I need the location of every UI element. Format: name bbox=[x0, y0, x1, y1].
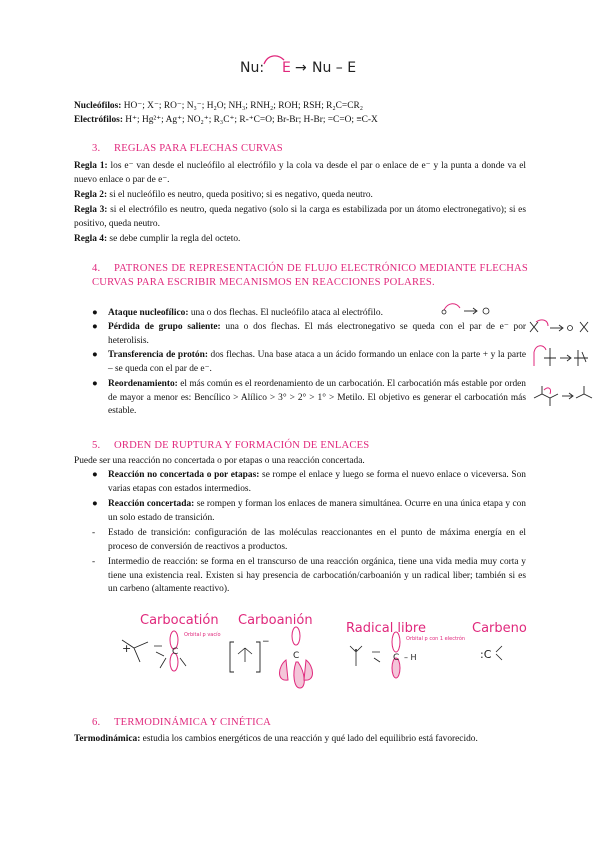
rule-2 bbox=[74, 189, 526, 203]
rule-3-text: si el electrófilo es neutro, queda negativo (solo si la carga es estabilizada por un átomo electronegativo); si es positivo, queda neutro. bbox=[74, 205, 526, 229]
reordenamiento-sketch bbox=[532, 384, 596, 410]
termodinamica-paragraph bbox=[74, 733, 526, 747]
section-5-heading bbox=[92, 439, 528, 453]
bullet-dot-icon: ● bbox=[92, 470, 98, 480]
svg-text:C: C bbox=[172, 647, 179, 657]
sketch-arrow: → bbox=[295, 60, 307, 76]
carbene-drawing bbox=[480, 646, 502, 661]
sketch-nu-e-right: Nu – E bbox=[312, 60, 357, 76]
sketch-nu-left: Nu: bbox=[240, 60, 265, 76]
intermediates-sketch bbox=[110, 606, 530, 706]
rule-3 bbox=[74, 204, 526, 231]
reordenamiento-text: el más común es el reordenamiento de un carbocatión. El carbocatión más estable por orden de mayor a menor es: Bencílico > Alílico > 3° > 2° > 1° > Metilo. El objetivo es generar el carbocatión más estable. bbox=[108, 379, 526, 417]
estado-transicion-text: Estado de transición: configuración de las moléculas reaccionantes en el punto de máxima energía en el proceso de conversión de reactivos a productos. bbox=[108, 528, 526, 552]
section-5-number: 5. bbox=[92, 440, 101, 451]
nucleofilos-line bbox=[74, 100, 526, 114]
svg-text:C: C bbox=[293, 651, 300, 661]
nucleofilos-label: Nucleófilos: bbox=[74, 101, 122, 111]
nucleophile-electrophile-sketch bbox=[238, 52, 362, 78]
rule-1 bbox=[74, 160, 526, 187]
dash-estado-transicion bbox=[92, 527, 526, 554]
bullet-dot-icon: ● bbox=[92, 308, 98, 318]
svg-text:C: C bbox=[393, 653, 400, 663]
radical-note: Orbital p con 1 electrón bbox=[406, 636, 466, 642]
saliente-sketch bbox=[528, 318, 596, 336]
carbene-label: Carbeno bbox=[472, 621, 527, 636]
proton-text: dos flechas. Una base ataca a un ácido formando un enlace con la parte + y la parte – se queda con el par de e⁻. bbox=[108, 350, 526, 374]
rule-2-label: Regla 2: bbox=[74, 190, 108, 200]
rule-1-text: los e⁻ van desde el nucleófilo al electrófilo y la cola va desde el par o enlace de e⁻ y la punta a donde va el nuevo enlace o par de e⁻. bbox=[74, 161, 526, 185]
bullet-dot-icon: ● bbox=[92, 499, 98, 509]
bullet-dot-icon: ● bbox=[92, 350, 98, 360]
sketch-e-middle: E bbox=[282, 60, 291, 76]
rule-4 bbox=[74, 233, 526, 247]
bullet-dot-icon: ● bbox=[92, 379, 98, 389]
section-3-number: 3. bbox=[92, 143, 101, 154]
bullet-grupo-saliente bbox=[92, 321, 526, 348]
radical-label: Radical libre bbox=[346, 621, 426, 636]
rule-3-label: Regla 3: bbox=[74, 205, 108, 215]
reordenamiento-label: Reordenamiento: bbox=[108, 379, 178, 389]
carbocation-label: Carbocatión bbox=[140, 613, 219, 628]
concertada-label: Reacción concertada: bbox=[108, 499, 195, 509]
electrofilos-label: Electrófilos: bbox=[74, 115, 123, 125]
dash-marker: - bbox=[92, 557, 96, 567]
radical-drawing bbox=[350, 632, 465, 678]
bullet-ataque-nucleofilico bbox=[92, 307, 440, 321]
no-concertada-text: se rompe el enlace y luego se forma el nuevo enlace o viceversa. Son varias etapas con estados intermedios. bbox=[108, 470, 526, 494]
bullet-dot-icon: ● bbox=[92, 322, 98, 332]
section-4-title: PATRONES DE REPRESENTACIÓN DE FLUJO ELECTRÓNICO MEDIANTE FLECHAS CURVAS PARA ESCRIBIR MECANISMOS EN REACCIONES POLARES. bbox=[92, 263, 528, 288]
dash-intermedio-reaccion bbox=[92, 556, 526, 597]
bullet-transferencia-proton bbox=[92, 349, 526, 376]
rule-4-label: Regla 4: bbox=[74, 234, 108, 244]
svg-text::C: :C bbox=[480, 648, 492, 661]
ataque-sketch bbox=[440, 300, 496, 318]
curved-arrow bbox=[264, 56, 284, 64]
intermedio-text: Intermedio de reacción: se forma en el transcurso de una reacción orgánica, tiene una vida media muy corta y tiene una existencia real. Existen si hay presencia de carbocatión/carboanión y un radical liber; también si es un carbeno (altamente reactivo). bbox=[108, 557, 526, 595]
section-4-heading bbox=[92, 262, 528, 290]
bullet-reordenamiento bbox=[92, 378, 526, 419]
bullet-concertada bbox=[92, 498, 526, 525]
rule-1-label: Regla 1: bbox=[74, 161, 108, 171]
svg-text:−: − bbox=[262, 637, 270, 647]
concertada-text: se rompen y forman los enlaces de manera simultánea. Ocurre en una única etapa y con un solo estado de transición. bbox=[108, 499, 526, 523]
svg-text:+: + bbox=[122, 642, 132, 655]
dash-marker: - bbox=[92, 528, 96, 538]
carbanion-drawing bbox=[230, 627, 313, 688]
electrofilos-line bbox=[74, 114, 526, 128]
bullet-no-concertada bbox=[92, 469, 526, 496]
termodinamica-label: Termodinámica: bbox=[74, 734, 141, 744]
section-5-title: ORDEN DE RUPTURA Y FORMACIÓN DE ENLACES bbox=[114, 440, 370, 451]
section-6-number: 6. bbox=[92, 717, 101, 728]
section-4-number: 4. bbox=[92, 263, 101, 274]
rule-2-text: si el nucleófilo es neutro, queda positivo; si es negativo, queda neutro. bbox=[107, 190, 373, 200]
proton-label: Transferencia de protón: bbox=[108, 350, 208, 360]
no-concertada-label: Reacción no concertada o por etapas: bbox=[108, 470, 260, 480]
proton-sketch bbox=[530, 340, 596, 374]
section-3-title: REGLAS PARA FLECHAS CURVAS bbox=[114, 143, 283, 154]
ataque-text: una o dos flechas. El nucleófilo ataca al electrófilo. bbox=[188, 308, 383, 318]
svg-text:– H: – H bbox=[404, 653, 417, 662]
carbanion-label: Carboanión bbox=[238, 613, 313, 628]
saliente-label: Pérdida de grupo saliente: bbox=[108, 322, 221, 332]
section-5-intro: Puede ser una reacción no concertada o por etapas o una reacción concertada. bbox=[74, 456, 365, 466]
termodinamica-text: estudia los cambios energéticos de una reacción y qué lado del equilibrio está favorecido. bbox=[140, 734, 478, 744]
section-3-heading bbox=[92, 142, 528, 156]
carbocation-drawing bbox=[122, 631, 221, 671]
carbocation-note: Orbital p vacío bbox=[184, 632, 221, 638]
saliente-text: una o dos flechas. El más electronegativo se queda con el par de e⁻ por heterolisis. bbox=[108, 322, 526, 346]
electrofilos-text: H⁺; Hg²⁺; Ag⁺; NO₂⁺; R₃C⁺; R-⁺C=O; Br-Br; H-Br; =C=O; ≡C-X bbox=[122, 115, 378, 125]
nucleofilos-text: HO⁻; X⁻; RO⁻; N₃⁻; H₂O; NH₃; RNH₂; ROH; RSH; R₂C=CR₂ bbox=[121, 101, 363, 111]
rule-4-text: se debe cumplir la regla del octeto. bbox=[107, 234, 241, 244]
section-6-title: TERMODINÁMICA Y CINÉTICA bbox=[114, 717, 272, 728]
ataque-label: Ataque nucleofílico: bbox=[108, 308, 189, 318]
section-6-heading bbox=[92, 716, 528, 730]
